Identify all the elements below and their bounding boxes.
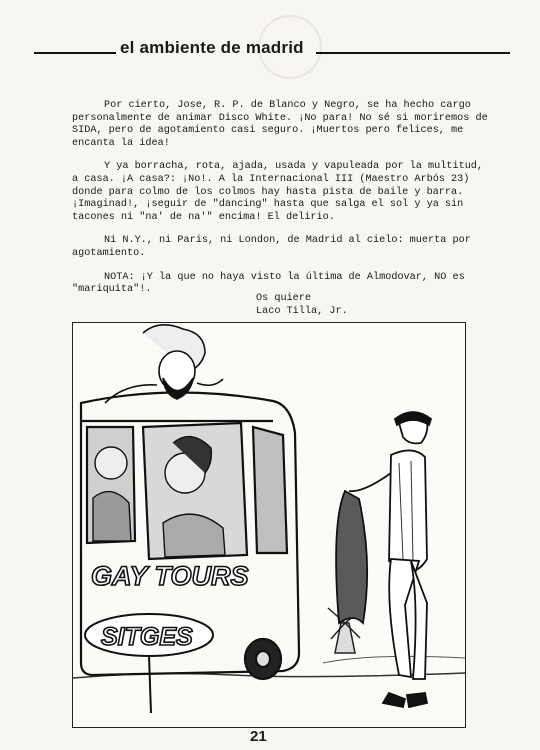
bullfighter: [336, 412, 431, 707]
page-number: 21: [250, 728, 267, 745]
signature-name: Laco Tilla, Jr.: [256, 305, 348, 317]
section-title: el ambiente de madrid: [120, 38, 304, 57]
section-header: [34, 38, 510, 60]
header-rule-right: [316, 52, 510, 54]
paragraph-1: Por cierto, Jose, R. P. de Blanco y Negro, se ha hecho cargo personalmente de animar Disco White. ¡No para! No sé si moriremos de SIDA, pero de agotamiento casi seguro. ¡Muertos pero felices, me encanta la idea!: [72, 100, 488, 149]
paragraph-note: NOTA: ¡Y la que no haya visto la última de Almodovar, NO es "mariquita"!.: [72, 271, 465, 296]
cartoon-illustration: [72, 322, 466, 728]
header-rule-left: [34, 52, 116, 54]
paragraph-2: Y ya borracha, rota, ajada, usada y vapuleada por la multitud, a casa. ¡A casa?: ¡No!. A la Internacional III (Maestro Arbós 23) donde para colmo de los colmos hay hasta pista de baile y barra. ¡Imaginad!, ¡seguir de "dancing" hasta que salga el sol y ya sin tacones ni "na' de na'" encima! El delirio.: [72, 161, 484, 223]
bus-sign-text: GAY TOURS: [91, 561, 249, 591]
paragraph-3: Ni N.Y., ni Paris, ni London, de Madrid al cielo: muerta por agotamiento.: [72, 235, 471, 259]
destination-sign-text: SITGES: [101, 623, 193, 651]
roof-passenger: [105, 325, 223, 403]
signature: [256, 293, 348, 318]
article-body: [72, 100, 492, 308]
cartoon-drawing: [73, 323, 465, 727]
signature-line-1: Os quiere: [256, 293, 312, 304]
